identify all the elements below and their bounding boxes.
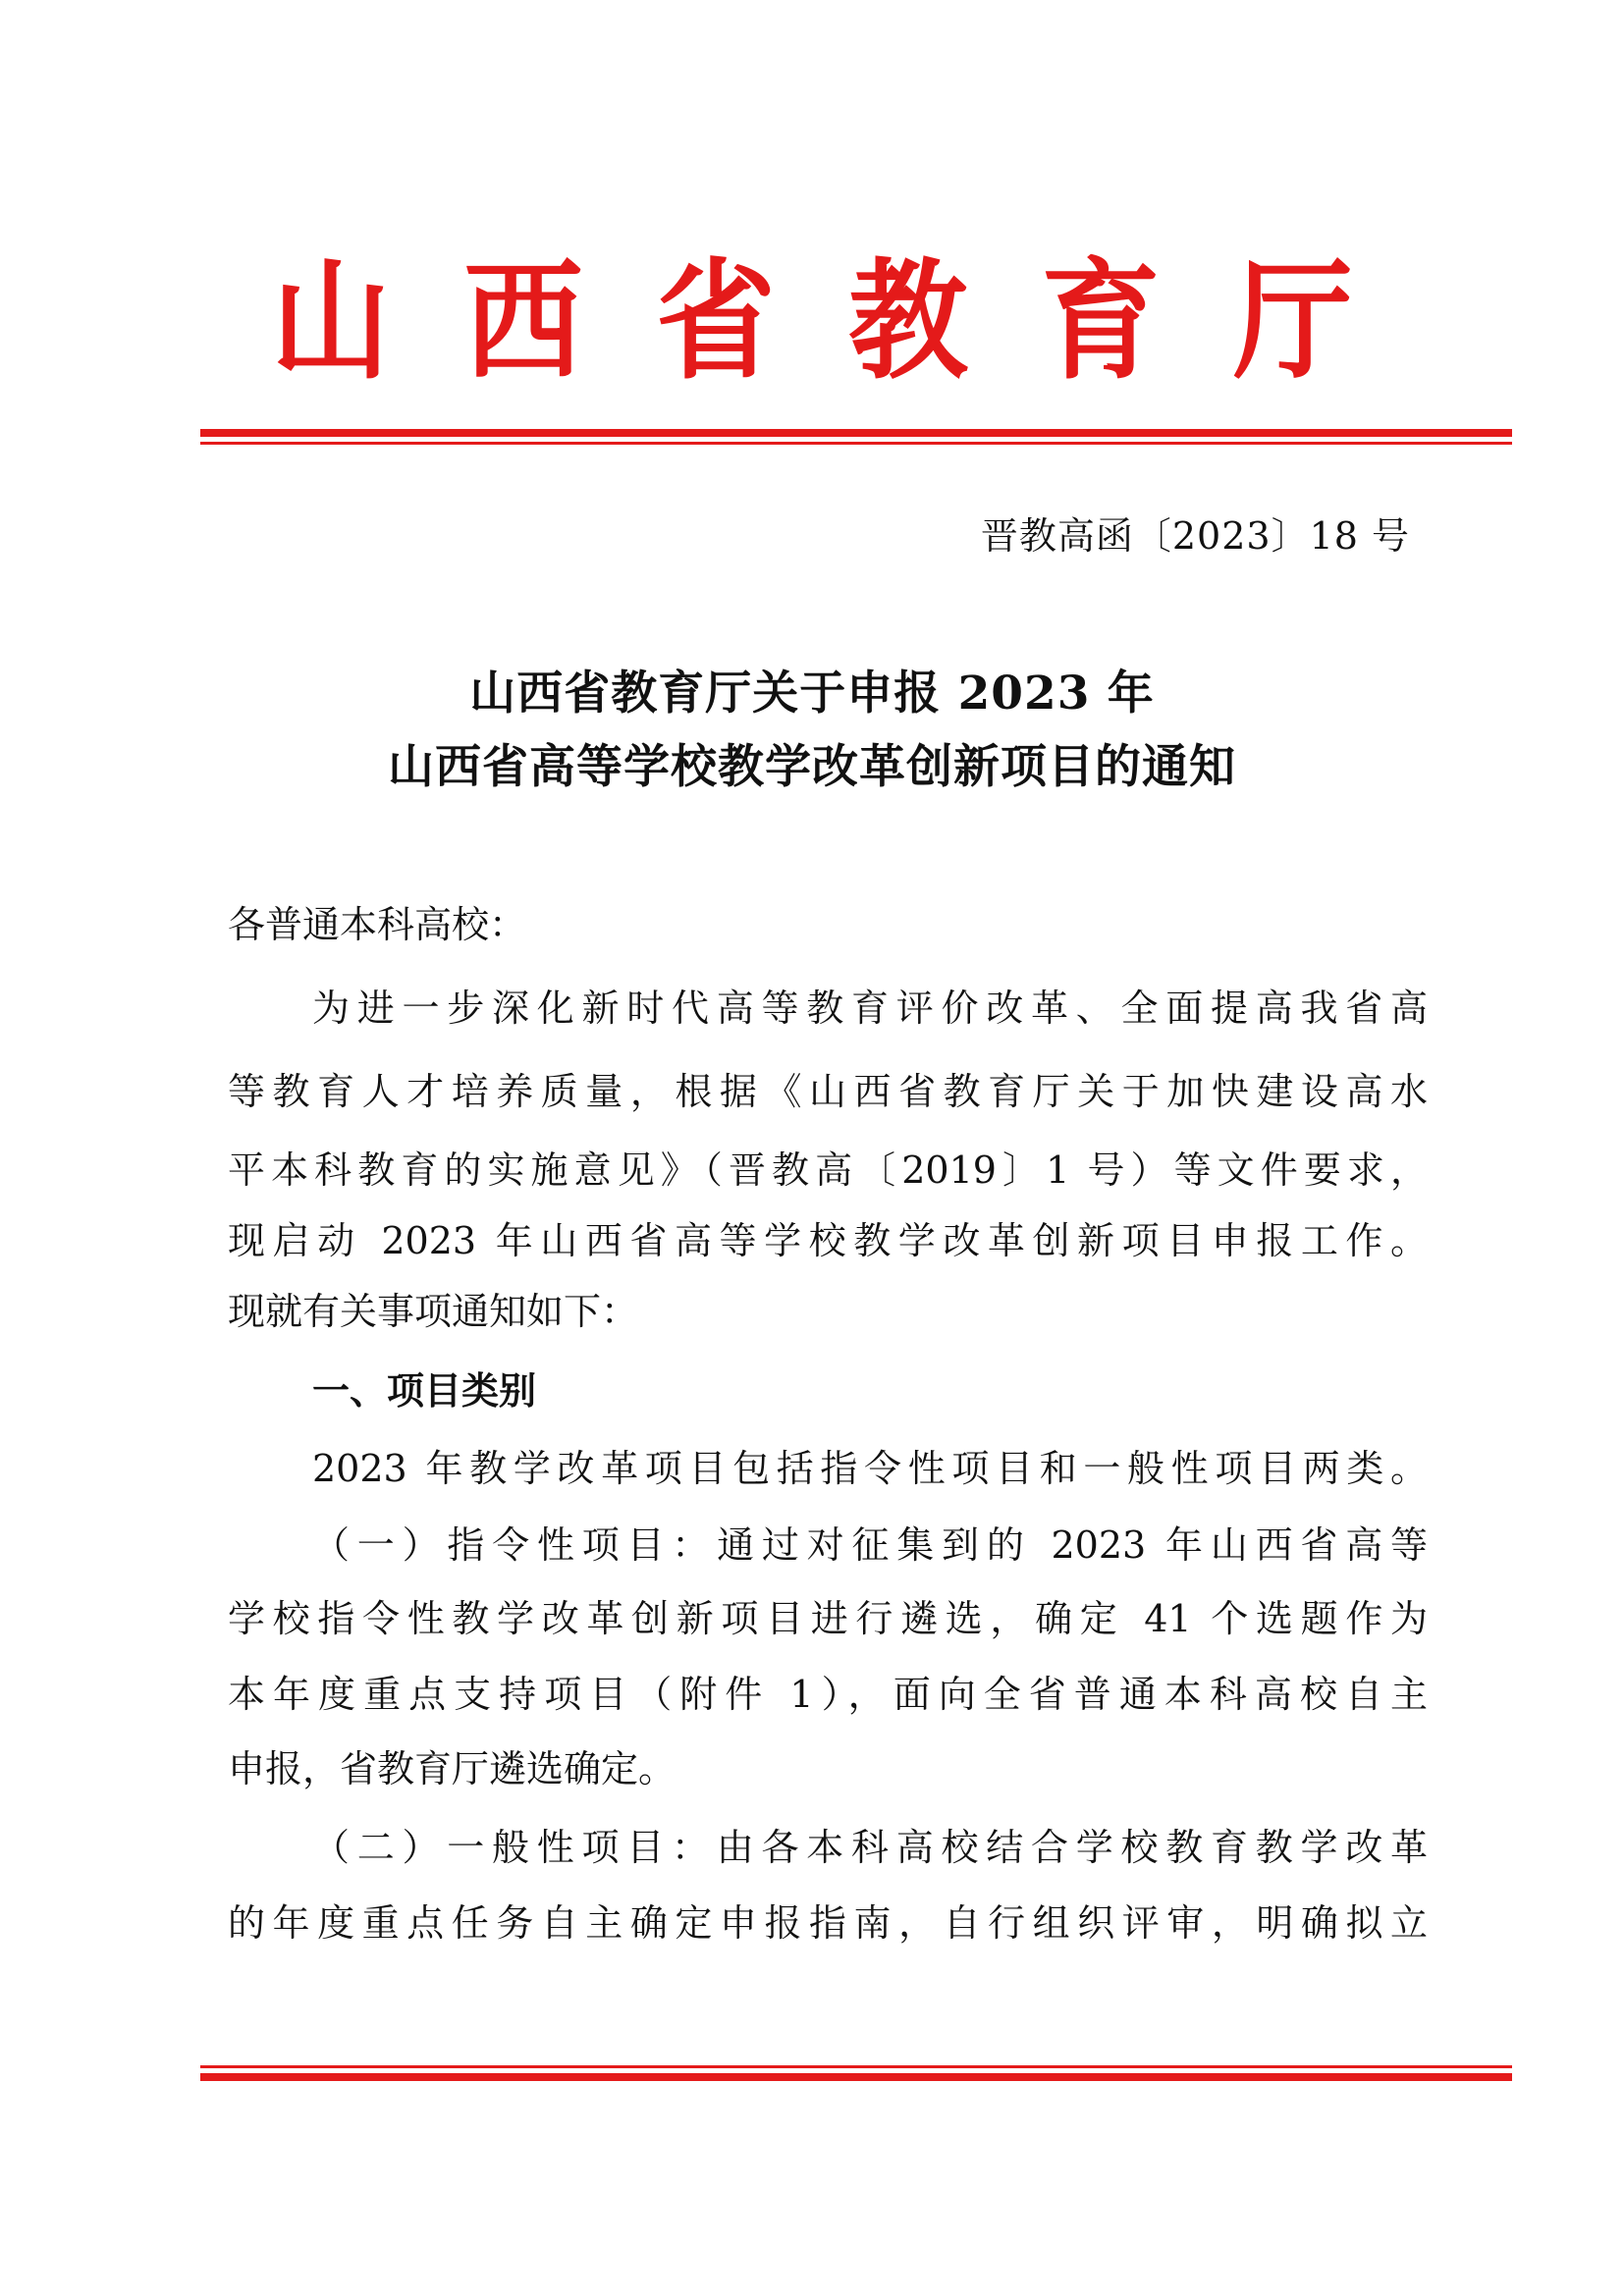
body-line: 2023 年教学改革项目包括指令性项目和一般性项目两类。: [312, 1447, 1428, 1490]
body-line: （二）一般性项目：由各本科高校结合学校教育教学改革: [312, 1826, 1428, 1869]
masthead-title: [235, 245, 1389, 398]
body-line: 现就有关事项通知如下：: [228, 1290, 639, 1333]
masthead: [0, 245, 1624, 398]
document-number: 晋教高函〔2023〕18 号: [980, 514, 1410, 558]
section-heading: 一、项目类别: [312, 1369, 537, 1413]
salutation: 各普通本科高校：: [228, 903, 527, 946]
header-divider-thin: [200, 442, 1512, 445]
body-line: 平本科教育的实施意见》（晋教高〔2019〕1 号）等文件要求，: [228, 1148, 1428, 1192]
body-line: 本年度重点支持项目（附件 1），面向全省普通本科高校自主: [228, 1673, 1428, 1716]
body-line: 为进一步深化新时代高等教育评价改革、全面提高我省高: [312, 987, 1428, 1030]
document-title-line-1: 山西省教育厅关于申报 2023 年: [469, 667, 1155, 721]
masthead-char: 西: [463, 245, 583, 398]
body-line: 等教育人才培养质量，根据《山西省教育厅关于加快建设高水: [228, 1070, 1428, 1113]
masthead-char: 省: [656, 245, 776, 398]
body-line: 申报，省教育厅遴选确定。: [228, 1747, 677, 1790]
body-line: 现启动 2023 年山西省高等学校教学改革创新项目申报工作。: [228, 1219, 1428, 1262]
footer-divider-thin: [200, 2065, 1512, 2068]
masthead-char: 教: [848, 245, 968, 398]
header-divider-thick: [200, 429, 1512, 437]
body-line: 的年度重点任务自主确定申报指南，自行组织评审，明确拟立: [228, 1901, 1428, 1945]
body-line: 学校指令性教学改革创新项目进行遴选，确定 41 个选题作为: [228, 1597, 1428, 1640]
document-title-line-2: 山西省高等学校教学改革创新项目的通知: [388, 740, 1236, 794]
masthead-char: 山: [271, 245, 391, 398]
body-line: （一）指令性项目：通过对征集到的 2023 年山西省高等: [312, 1523, 1428, 1567]
masthead-char: 厅: [1233, 245, 1353, 398]
masthead-char: 育: [1041, 245, 1161, 398]
footer-divider-thick: [200, 2073, 1512, 2081]
